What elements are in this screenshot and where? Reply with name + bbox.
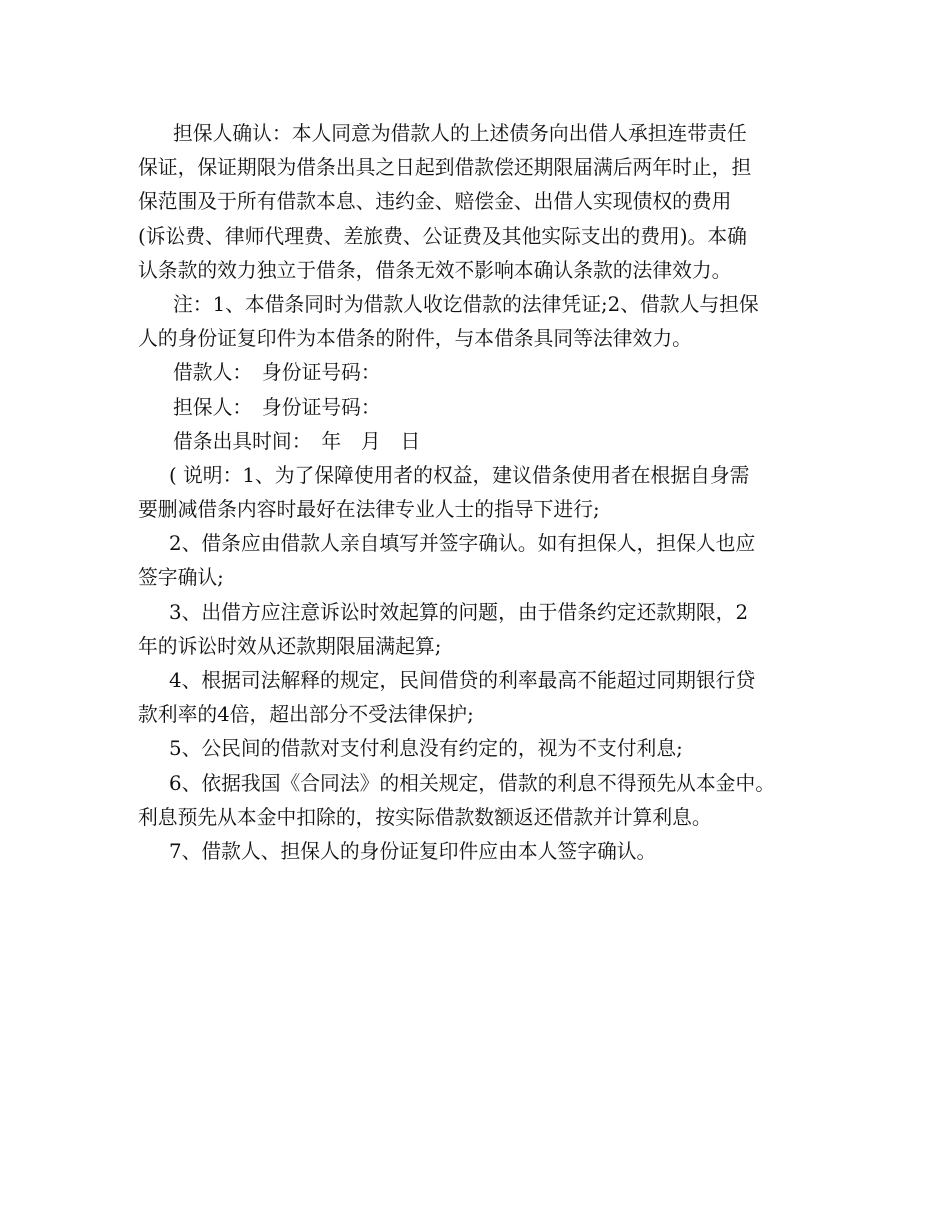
note-line-1: 注：1、本借条同时为借款人收讫借款的法律凭证;2、借款人与担保 [173,292,759,316]
guarantor-confirmation-line-4: (诉讼费、律师代理费、差旅费、公证费及其他实际支出的费用)。本确 [138,224,747,248]
instruction-1-line-2: 要删减借条内容时最好在法律专业人士的指导下进行; [138,498,600,522]
note-line-2: 人的身份证复印件为本借条的附件，与本借条具同等法律效力。 [138,327,692,351]
instruction-1-line-1: ( 说明：1、为了保障使用者的权益，建议借条使用者在根据自身需 [169,463,750,487]
issue-date-line: 借条出具时间： 年 月 日 [173,429,421,453]
borrower-signature-line: 借款人： 身份证号码： [173,361,381,385]
instruction-3-line-1: 3、出借方应注意诉讼时效起算的问题，由于借条约定还款期限，2 [169,600,749,624]
guarantor-confirmation-line-2: 保证，保证期限为借条出具之日起到借款偿还期限届满后两年时止，担 [138,156,752,180]
instruction-5-line: 5、公民间的借款对支付利息没有约定的，视为不支付利息; [169,737,683,761]
instruction-2-line-1: 2、借条应由借款人亲自填写并签字确认。如有担保人，担保人也应 [169,532,756,556]
instruction-4-line-2: 款利率的4倍，超出部分不受法律保护; [138,703,474,727]
guarantor-confirmation-line-1: 担保人确认：本人同意为借款人的上述债务向出借人承担连带责任 [173,122,747,145]
instruction-4-line-1: 4、根据司法解释的规定，民间借贷的利率最高不能超过同期银行贷 [169,669,756,692]
instruction-2-line-2: 签字确认; [138,566,224,590]
document-body [138,117,828,869]
instruction-6-line-2: 利息预先从本金中扣除的，按实际借款数额返还借款并计算利息。 [138,805,712,829]
guarantor-signature-line: 担保人： 身份证号码： [173,395,381,419]
guarantor-confirmation-line-3: 保范围及于所有借款本息、违约金、赔偿金、出借人实现债权的费用 [138,190,732,214]
instruction-3-line-2: 年的诉讼时效从还款期限届满起算; [138,634,442,658]
instruction-6-line-1: 6、依据我国《合同法》的相关规定，借款的利息不得预先从本金中。 [169,771,776,795]
instruction-7-line: 7、借款人、担保人的身份证复印件应由本人签字确认。 [169,839,657,863]
guarantor-confirmation-line-5: 认条款的效力独立于借条，借条无效不影响本确认条款的法律效力。 [138,258,732,282]
